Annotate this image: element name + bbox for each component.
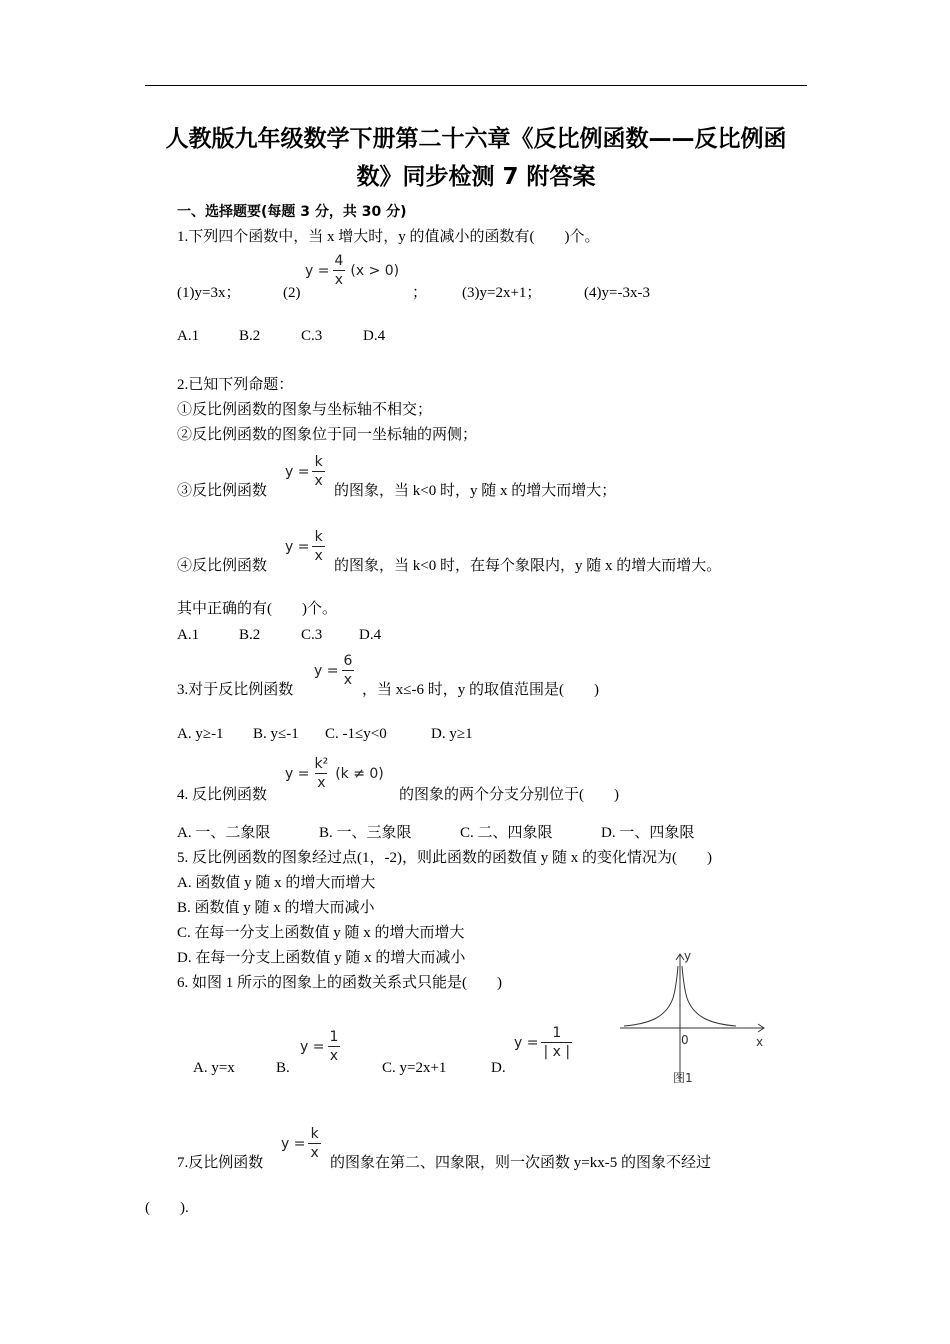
choice-c: C.3 [301, 328, 323, 344]
formula-numerator: k [314, 529, 323, 545]
choice-c: C. -1≤y<0 [325, 726, 387, 742]
q4-stem-lead: 4. 反比例函数 [177, 787, 268, 803]
q5-stem: 5. 反比例函数的图象经过点(1，-2)，则此函数的函数值 y 随 x 的变化情况为( ) [177, 850, 712, 866]
formula-denominator: x [329, 1048, 339, 1064]
formula-lhs: y = [305, 262, 330, 279]
formula-denominator: x [314, 473, 323, 489]
q2-proposition-4-text: 的图象，当 k<0 时，在每个象限内，y 随 x 的增大而增大。 [334, 558, 722, 574]
title-line-2: 数》同步检测 7 附答案 [356, 164, 596, 190]
q4-formula [285, 755, 384, 792]
formula-condition: (k ≠ 0) [335, 765, 384, 782]
q7-tail: ( ). [145, 1200, 189, 1216]
formula-denominator: x [317, 775, 326, 791]
q2-proposition-2: ②反比例函数的图象位于同一坐标轴的两侧； [177, 427, 478, 443]
q3-formula [314, 652, 357, 689]
q7-stem-lead: 7.反比例函数 [177, 1155, 264, 1171]
formula-numerator: 1 [552, 1025, 562, 1041]
formula-lhs: y = [285, 765, 310, 782]
choice-b: B.2 [239, 328, 261, 344]
q5-choice-d: D. 在每一分支上函数值 y 随 x 的增大而减小 [177, 950, 466, 966]
q2-formula-3 [285, 453, 328, 490]
q6-choice-d: D. [491, 1060, 506, 1076]
q6-formula-d [514, 1024, 575, 1061]
choice-d: D. 一、四象限 [601, 825, 695, 841]
section-heading: 一、选择题要(每题 3 分，共 30 分) [177, 204, 407, 220]
q2-choices [177, 625, 381, 645]
x-axis-label: x [756, 1035, 764, 1049]
q6-choice-b: B. [276, 1060, 290, 1076]
q2-formula-4 [285, 528, 328, 565]
q1-stem: 1.下列四个函数中，当 x 增大时，y 的值减小的函数有( )个。 [177, 229, 600, 245]
choice-a: A.1 [177, 627, 200, 643]
formula-denominator: | x | [543, 1044, 571, 1060]
formula-lhs: y = [281, 1135, 306, 1152]
q2-stem: 2.已知下列命题： [177, 377, 294, 393]
q2-ask: 其中正确的有( )个。 [177, 601, 337, 617]
header-rule [145, 85, 807, 86]
choice-b: B. 一、三象限 [319, 825, 412, 841]
q3-stem-lead: 3.对于反比例函数 [177, 682, 294, 698]
formula-denominator: x [310, 1145, 319, 1161]
q6-choice-a: A. y=x [193, 1060, 235, 1076]
formula-denominator: x [334, 272, 344, 288]
y-axis-label: y [684, 949, 692, 963]
choice-a: A.1 [177, 328, 200, 344]
q5-choice-a: A. 函数值 y 随 x 的增大而增大 [177, 875, 376, 891]
figure-caption: 图1 [673, 1071, 693, 1085]
q2-proposition-1: ①反比例函数的图象与坐标轴不相交； [177, 402, 433, 418]
formula-denominator: x [314, 548, 323, 564]
formula-numerator: 1 [329, 1029, 339, 1045]
formula-lhs: y = [285, 538, 310, 555]
q1-option-1: (1)y=3x； [177, 285, 241, 301]
choice-d: D. y≥1 [431, 726, 473, 742]
right-branch-curve [682, 966, 736, 1026]
formula-numerator: k [310, 1126, 319, 1142]
q1-option-2: (2) [283, 285, 301, 301]
formula-numerator: 6 [343, 653, 353, 669]
formula-lhs: y = [300, 1038, 325, 1055]
q2-proposition-4-lead: ④反比例函数 [177, 558, 268, 574]
choice-c: C. 二、四象限 [460, 825, 553, 841]
formula-lhs: y = [514, 1034, 539, 1051]
choice-a: A. 一、二象限 [177, 825, 271, 841]
left-branch-curve [624, 966, 678, 1026]
q5-choice-b: B. 函数值 y 随 x 的增大而减小 [177, 900, 375, 916]
q3-choices [177, 724, 473, 744]
q6-stem: 6. 如图 1 所示的图象上的函数关系式只能是( ) [177, 975, 502, 991]
q1-formula [305, 252, 399, 289]
formula-numerator: k [314, 454, 323, 470]
formula-condition: (x > 0) [350, 262, 400, 279]
formula-lhs: y = [285, 463, 310, 480]
q6-choice-c: C. y=2x+1 [382, 1060, 447, 1076]
q1-option-4: (4)y=-3x-3 [584, 285, 650, 301]
choice-b: B.2 [239, 627, 261, 643]
q4-stem-text: 的图象的两个分支分别位于( ) [399, 787, 619, 803]
choice-d: D.4 [363, 328, 386, 344]
q5-choice-c: C. 在每一分支上函数值 y 随 x 的增大而增大 [177, 925, 465, 941]
q1-semicolon: ； [412, 285, 428, 301]
choice-a: A. y≥-1 [177, 726, 224, 742]
q2-proposition-3-lead: ③反比例函数 [177, 483, 268, 499]
formula-numerator: k² [314, 756, 329, 772]
q7-formula [281, 1125, 324, 1162]
choice-b: B. y≤-1 [253, 726, 299, 742]
choice-d: D.4 [359, 627, 382, 643]
q3-stem-text: ，当 x≤-6 时，y 的取值范围是( ) [362, 682, 599, 698]
origin-label: 0 [681, 1033, 689, 1047]
formula-numerator: 4 [334, 253, 344, 269]
q1-choices [177, 326, 385, 346]
q2-proposition-3-text: 的图象，当 k<0 时，y 随 x 的增大而增大； [334, 483, 617, 499]
formula-denominator: x [343, 672, 353, 688]
q6-formula-b [300, 1028, 343, 1065]
formula-lhs: y = [314, 662, 339, 679]
title-line-1: 人教版九年级数学下册第二十六章《反比例函数——反比例函 [165, 126, 787, 152]
figure-1-graph [618, 948, 768, 1088]
choice-c: C.3 [301, 627, 323, 643]
q1-option-3: (3)y=2x+1； [462, 285, 542, 301]
q4-choices [177, 823, 694, 843]
q7-stem-text: 的图象在第二、四象限，则一次函数 y=kx-5 的图象不经过 [330, 1155, 711, 1171]
